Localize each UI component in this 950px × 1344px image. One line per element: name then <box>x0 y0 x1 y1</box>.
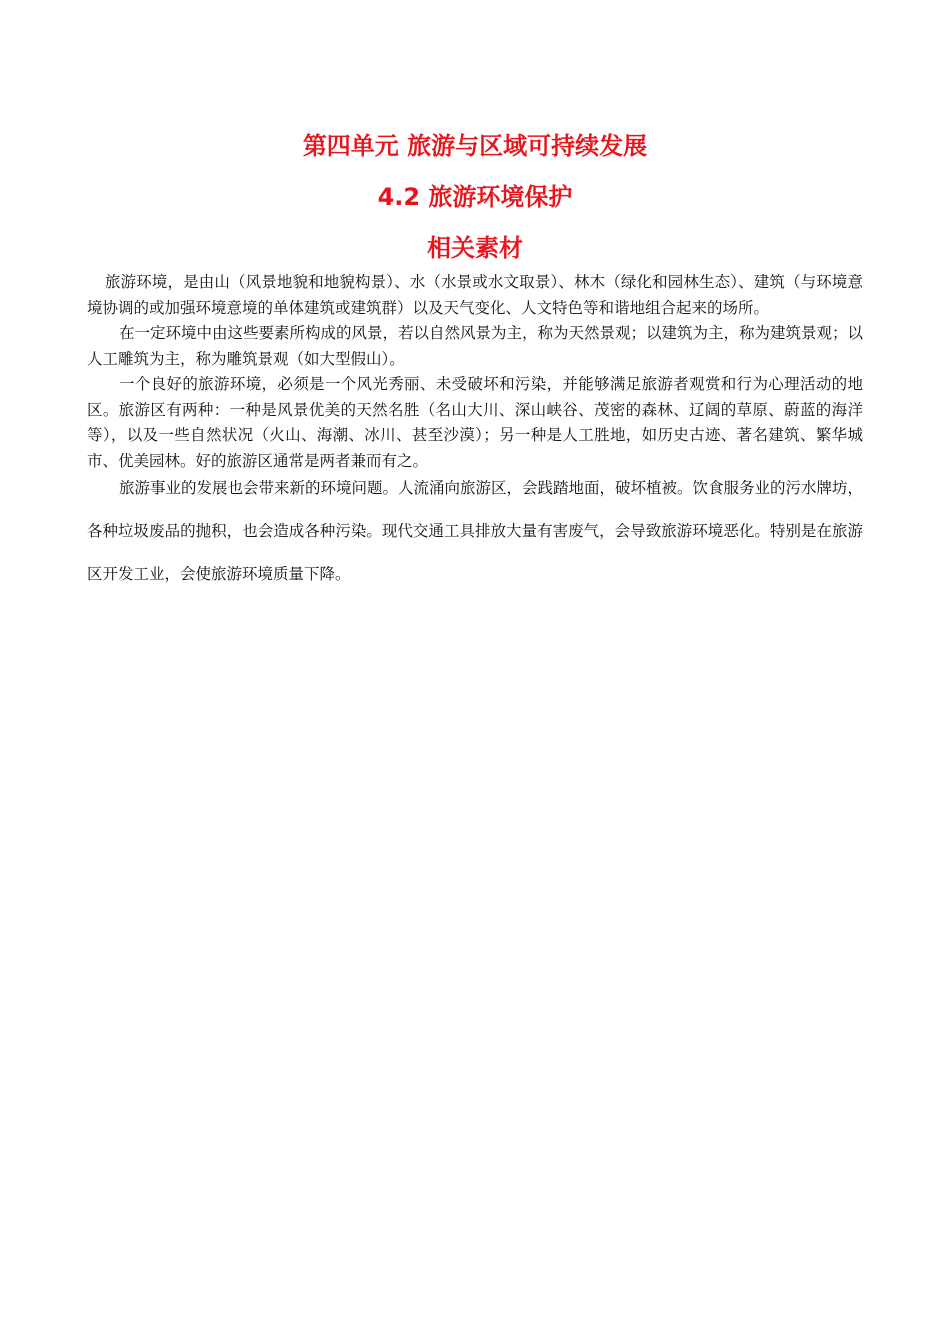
section-title: 4.2 旅游环境保护 <box>377 183 573 211</box>
unit-title: 第四单元 旅游与区域可持续发展 <box>302 132 648 160</box>
body-text <box>87 270 863 596</box>
paragraph-landscape-types: 在一定环境中由这些要素所构成的风景，若以自然风景为主，称为天然景观；以建筑为主，称为建筑景观；以人工雕筑为主，称为雕筑景观（如大型假山）。 <box>87 324 864 368</box>
material-title: 相关素材 <box>427 234 523 262</box>
paragraph-environment-definition: 旅游环境，是由山（风景地貌和地貌构景）、水（水景或水文取景）、林木（绿化和园林生态）、建筑（与环境意境协调的或加强环境意境的单体建筑或建筑群）以及天气变化、人文特色等和谐地组合起来的场所。 <box>87 273 863 317</box>
paragraph-good-environment: 一个良好的旅游环境，必须是一个风光秀丽、未受破坏和污染，并能够满足旅游者观赏和行为心理活动的地区。旅游区有两种：一种是风景优美的天然名胜（名山大川、深山峡谷、茂密的森林、辽阔的草原、蔚蓝的海洋等），以及一些自然状况（火山、海潮、冰川、甚至沙漠）；另一种是人工胜地，如历史古迹、著名建筑、繁华城市、优美园林。好的旅游区通常是两者兼而有之。 <box>87 375 863 470</box>
paragraph-environmental-problems: 旅游事业的发展也会带来新的环境问题。人流涌向旅游区，会践踏地面，破坏植被。饮食服务业的污水牌坊，各种垃圾废品的抛积，也会造成各种污染。现代交通工具排放大量有害废气，会导致旅游环境恶化。特别是在旅游区开发工业，会使旅游环境质量下降。 <box>87 479 864 583</box>
title-block <box>0 130 950 264</box>
